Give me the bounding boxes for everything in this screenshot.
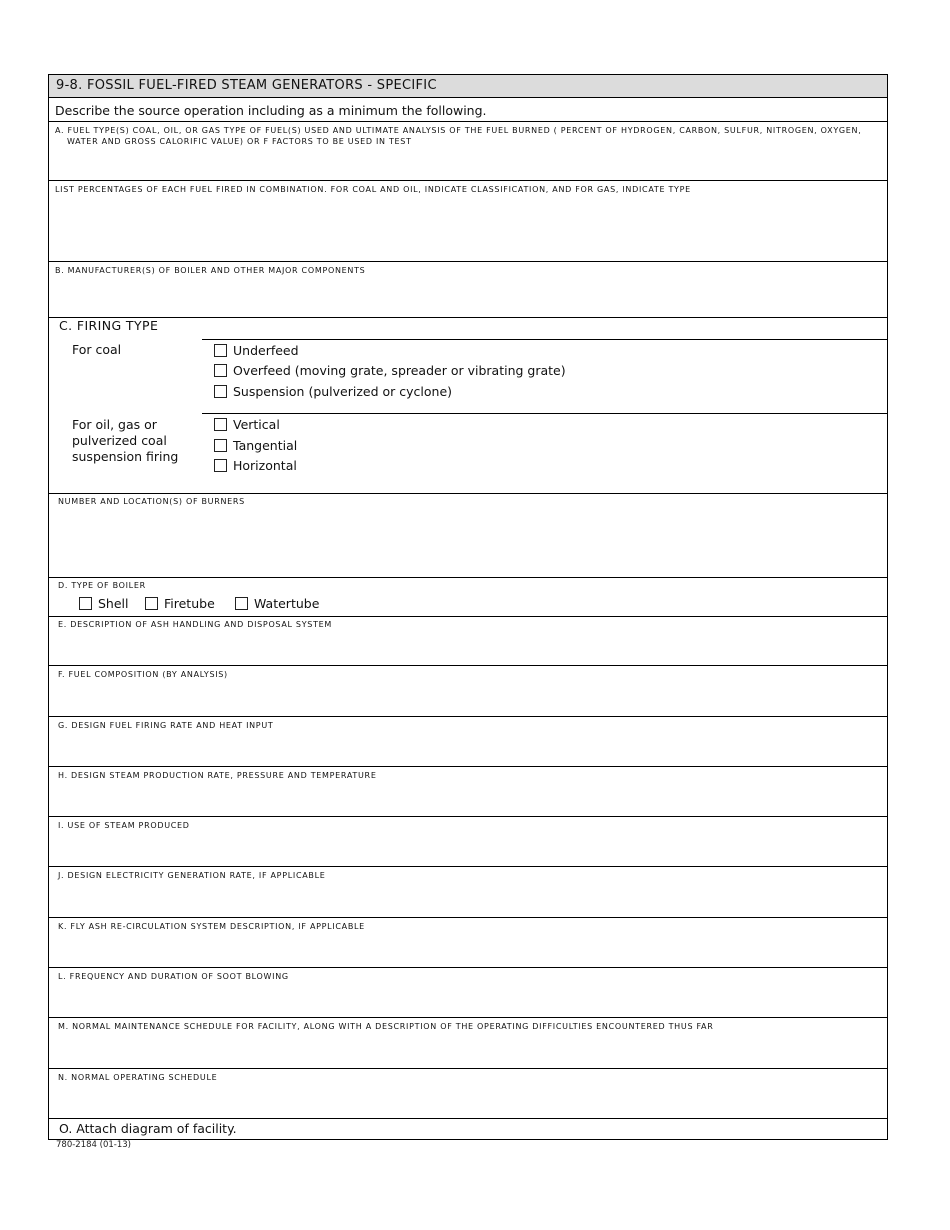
firetube-option[interactable] [145, 596, 215, 611]
shell-option[interactable] [79, 596, 129, 611]
underfeed-option[interactable] [214, 343, 299, 358]
section-k-label: K. FLY ASH RE-CIRCULATION SYSTEM DESCRIPTION, IF APPLICABLE [58, 922, 365, 931]
watertube-label: Watertube [254, 596, 320, 611]
section-a-label [55, 125, 875, 147]
underfeed-checkbox[interactable] [214, 344, 227, 357]
section-h-field[interactable] [49, 767, 887, 817]
divider-b [49, 317, 887, 318]
section-g-field[interactable] [49, 717, 887, 767]
suspension-checkbox[interactable] [214, 385, 227, 398]
section-m-label: M. NORMAL MAINTENANCE SCHEDULE FOR FACILITY, ALONG WITH A DESCRIPTION OF THE OPERATING DIFFICULTIES ENCOUNTERED THUS FAR [58, 1022, 714, 1031]
watertube-option[interactable] [235, 596, 319, 611]
section-l-label: L. FREQUENCY AND DURATION OF SOOT BLOWING [58, 972, 289, 981]
vertical-option[interactable] [214, 417, 280, 432]
horizontal-label: Horizontal [233, 458, 297, 473]
overfeed-option[interactable] [214, 363, 566, 378]
firetube-label: Firetube [164, 596, 215, 611]
section-h-label: H. DESIGN STEAM PRODUCTION RATE, PRESSURE AND TEMPERATURE [58, 771, 377, 780]
for-coal-label: For coal [72, 342, 122, 357]
tangential-label: Tangential [233, 438, 298, 453]
horizontal-option[interactable] [214, 458, 297, 473]
section-i-field[interactable] [49, 817, 887, 867]
burners-field[interactable] [49, 493, 887, 577]
section-e-label: E. DESCRIPTION OF ASH HANDLING AND DISPOSAL SYSTEM [58, 620, 333, 629]
overfeed-label: Overfeed (moving grate, spreader or vibrating grate) [233, 363, 566, 378]
underfeed-label: Underfeed [233, 343, 299, 358]
section-b-manufacturers[interactable] [49, 262, 887, 318]
burners-label: NUMBER AND LOCATION(S) OF BURNERS [58, 497, 245, 506]
shell-checkbox[interactable] [79, 597, 92, 610]
tangential-option[interactable] [214, 438, 297, 453]
firetube-checkbox[interactable] [145, 597, 158, 610]
watertube-checkbox[interactable] [235, 597, 248, 610]
for-oil-gas-line2: pulverized coal [72, 433, 167, 448]
section-l-field[interactable] [49, 968, 887, 1018]
firing-type-heading: C. FIRING TYPE [59, 318, 159, 333]
section-a-fuel-type[interactable] [49, 122, 887, 181]
section-b-label: B. MANUFACTURER(S) OF BOILER AND OTHER MAJOR COMPONENTS [55, 266, 366, 275]
section-m-field[interactable] [49, 1018, 887, 1069]
horizontal-checkbox[interactable] [214, 459, 227, 472]
divider-firing-mid [202, 413, 887, 414]
vertical-label: Vertical [233, 417, 280, 432]
divider-burners [49, 577, 887, 578]
for-oil-gas-line1: For oil, gas or [72, 417, 157, 432]
suspension-label: Suspension (pulverized or cyclone) [233, 384, 453, 399]
section-j-label: J. DESIGN ELECTRICITY GENERATION RATE, IF APPLICABLE [58, 871, 326, 880]
section-k-field[interactable] [49, 918, 887, 968]
section-f-field[interactable] [49, 666, 887, 717]
divider-firing-top [202, 339, 887, 340]
for-oil-gas-line3: suspension firing [72, 449, 179, 464]
boiler-type-label: D. TYPE OF BOILER [58, 581, 146, 590]
section-n-label: N. NORMAL OPERATING SCHEDULE [58, 1073, 218, 1082]
intro-row [49, 98, 887, 122]
steam-generator-form [48, 74, 888, 1140]
suspension-option[interactable] [214, 384, 452, 399]
section-e-field[interactable] [49, 616, 887, 666]
attach-diagram-row [49, 1119, 887, 1140]
attach-diagram-label: O. Attach diagram of facility. [59, 1121, 237, 1136]
fuel-percentages-field[interactable] [49, 181, 887, 262]
section-i-label: I. USE OF STEAM PRODUCED [58, 821, 190, 830]
vertical-checkbox[interactable] [214, 418, 227, 431]
section-j-field[interactable] [49, 867, 887, 918]
tangential-checkbox[interactable] [214, 439, 227, 452]
section-n-field[interactable] [49, 1069, 887, 1119]
section-a-label-line2: WATER AND GROSS CALORIFIC VALUE) OR F FACTORS TO BE USED IN TEST [67, 137, 412, 146]
for-oil-gas-label [72, 417, 178, 465]
section-g-label: G. DESIGN FUEL FIRING RATE AND HEAT INPUT [58, 721, 274, 730]
form-number: 780-2184 (01-13) [56, 1140, 131, 1150]
fuel-percentages-label: LIST PERCENTAGES OF EACH FUEL FIRED IN COMBINATION. FOR COAL AND OIL, INDICATE CLASSIFICATION, AND FOR GAS, INDICATE TYPE [55, 185, 691, 194]
section-a-label-line1: A. FUEL TYPE(S) COAL, OIL, OR GAS TYPE OF FUEL(S) USED AND ULTIMATE ANALYSIS OF THE FUEL BURNED ( PERCENT OF HYDROGEN, CARBON, SULFUR, NITROGEN, OXYGEN, [55, 126, 862, 135]
overfeed-checkbox[interactable] [214, 364, 227, 377]
section-f-label: F. FUEL COMPOSITION (BY ANALYSIS) [58, 670, 228, 679]
form-title: 9-8. FOSSIL FUEL-FIRED STEAM GENERATORS - SPECIFIC [56, 78, 437, 93]
intro-text: Describe the source operation including as a minimum the following. [55, 103, 487, 118]
shell-label: Shell [98, 596, 129, 611]
form-title-bar [49, 75, 887, 98]
